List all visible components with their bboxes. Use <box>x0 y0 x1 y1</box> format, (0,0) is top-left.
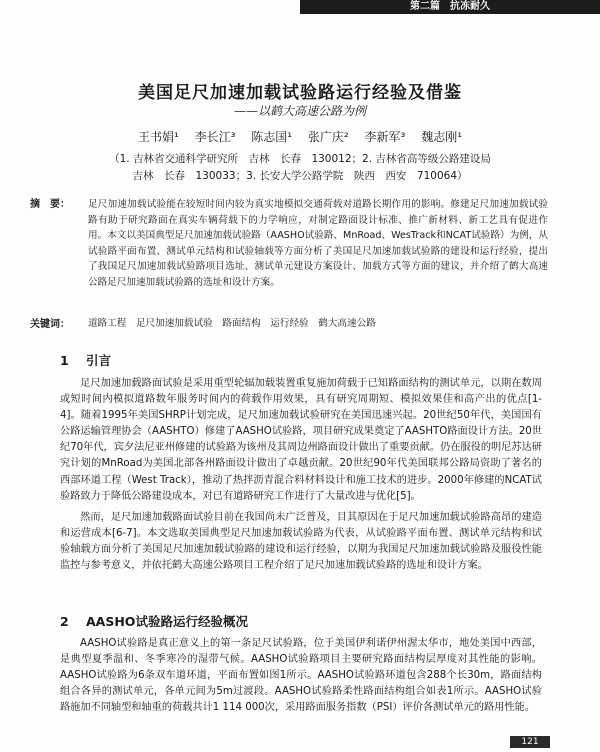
abstract-label: 摘 要： <box>30 199 70 210</box>
paragraph-text: 足尺加速加载路面试验是采用重型轮辐加载装置重复施加荷载于已知路面结构的测试单元，以期在数周或短时间内模拟道路数年服务时间内的荷载作用效果，具有研究周期短、模拟效果佳和高产出的优点[1-4]。随着1995年美国SHRP计划完成，足尺加速加载试验研究在美国迅速兴起。20世纪50年代，美国国有公路运输管理协会（AASHTO）修建了AASHO试验路，项目研究成果奠定了AASHTO路面设计方法。20世纪70年代，宾夕法尼亚州修建的试验路为该州及其周边州路面设计做出了重要贡献。仍在服役的明尼苏达研究计划的MnRoad为美国北部各州路面设计做出了卓越贡献。20世纪90年代美国联邦公路局资助了著名的西部环道工程（West Track），推动了热拌沥青混合料材料设计和施工技术的进步。2000年修建的NCAT试验路致力于降低公路建设成本，对已有道路研究工作进行了大量改进与优化[5]。 <box>60 378 542 502</box>
author: 魏志刚¹ <box>421 130 462 144</box>
section-title: 引言 <box>86 353 112 368</box>
page-number: 121 <box>510 736 550 748</box>
section-heading-1 <box>60 351 111 369</box>
paper-subtitle: ——以鹤大高速公路为例 <box>233 104 366 118</box>
affiliation-line-2: 吉林 长春 130033；3. 长安大学公路学院 陕西 西安 710064） <box>132 170 468 182</box>
header-section: 抗冻耐久 <box>450 1 490 12</box>
keywords-label: 关键词： <box>30 319 70 330</box>
author-list <box>0 128 600 145</box>
author: 陈志国¹ <box>251 130 293 144</box>
header-label <box>300 0 600 14</box>
affiliation-line-1: （1. 吉林省交通科学研究所 吉林 长春 130012；2. 吉林省高等级公路建设局 <box>109 153 491 165</box>
section-number: 2 <box>60 614 69 629</box>
keywords <box>30 315 548 330</box>
section-title: AASHO试验路运行经验概况 <box>86 614 248 629</box>
section-heading-2 <box>60 612 248 630</box>
paragraph-text: 然而，足尺加速加载路面试验目前在我国尚未广泛普及，目其原因在于足尺加速加载试验路高昂的建造和运营成本[6-7]。本文选取美国典型足尺加速加载试验路为代表，从试验路平面布置、测试单元结构和试验轴载方面分析了美国足尺加速加载试验路的建设和运行经验，以期为我国足尺加速加载试验路及服役性能监控与参考意义，并依托鹤大高速公路项目工程介绍了足尺加速加载试验路的选址和设计方案。 <box>60 512 542 572</box>
abstract-text: 足尺加速加载试验能在较短时间内较为真实地模拟交通荷载对道路长期作用的影响。修建足尺加速加载试验路有助于研究路面在真实车辆荷载下的力学响应，对制定路面设计标准、推广新材料、新工艺具有促进作用。本文以美国典型足尺加速加载试验路（AASHO试验路、MnRoad、WesTrack和NCAT试验路）为例，从试验路平面布置、测试单元结构和试验轴载等方面分析了美国足尺加速加载试验路的建设和运行经验，提出了我国足尺加速加载试验路项目选址、测试单元建设方案设计、加载方式等方面的建议，并介绍了鹤大高速公路足尺加速加载试验路的选址和设计方案。 <box>88 199 548 288</box>
abstract <box>30 197 548 290</box>
author: 李长江³ <box>194 130 236 144</box>
header-part: 第二篇 <box>410 1 440 12</box>
section-number: 1 <box>60 353 69 368</box>
paragraph <box>60 636 542 716</box>
author: 张广庆² <box>307 130 349 144</box>
author: 王书娟¹ <box>137 130 179 144</box>
keywords-text: 道路工程 足尺加速加载试验 路面结构 运行经验 鹤大高速公路 <box>88 318 376 329</box>
author: 李新军³ <box>364 130 406 144</box>
paper-title: 美国足尺加速加载试验路运行经验及借鉴 <box>138 83 462 103</box>
paragraph <box>60 510 542 574</box>
paragraph <box>60 376 542 505</box>
running-header <box>0 0 600 14</box>
paragraph-text: AASHO试验路是真正意义上的第一条足尺试验路，位于美国伊利诺伊州渥太华市，地处美国中西部，是典型夏季温和、冬季寒冷的湿带气候。AASHO试验路项目主要研究路面结构层厚度对其性能的影响。AASHO试验路为6条双车道环道，平面布置如图1所示。AASHO试验路环道包含288个长30m，路面结构组合各异的测试单元，各单元间为5m过渡段。AASHO试验路柔性路面结构组合如表1所示。AASHO试验路施加不同轴型和轴重的荷载共计1 114 000次，采用路面服务指数（PSI）评价各测试单元的路用性能。 <box>60 638 542 714</box>
